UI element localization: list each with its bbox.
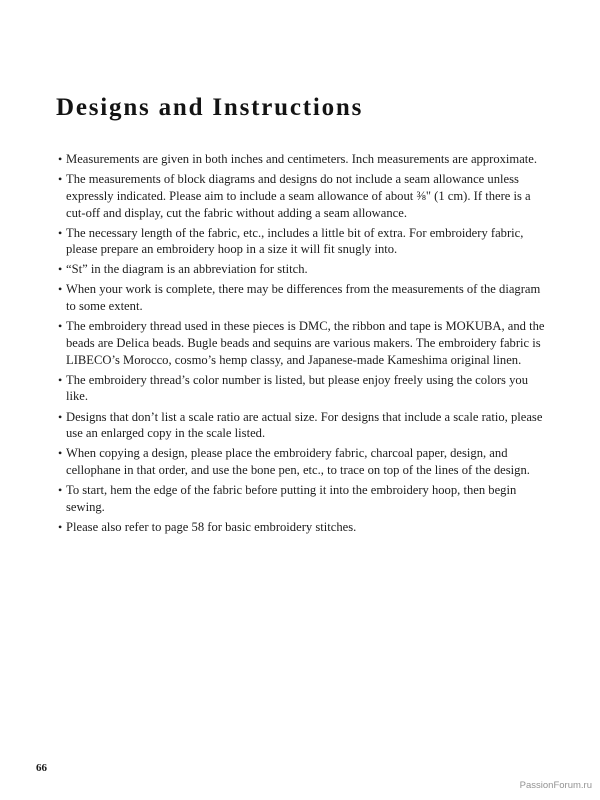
list-item xyxy=(58,519,546,536)
page-number: 66 xyxy=(36,762,47,774)
instruction-list xyxy=(58,151,546,539)
list-item-text: The embroidery thread used in these pieces is DMC, the ribbon and tape is MOKUBA, and the beads are Delica beads. Bugle beads and sequins are various makers. The embroidery fabric is LIBECO’s Morocco, cosmo’s hemp classy, and Japanese-made Kameshima original linen. xyxy=(66,319,545,367)
bullet-marker: • xyxy=(58,519,63,534)
watermark: PassionForum.ru xyxy=(519,780,592,791)
list-item-text: To start, hem the edge of the fabric before putting it into the embroidery hoop, then begin sewing. xyxy=(66,483,517,514)
list-item-text: The measurements of block diagrams and designs do not include a seam allowance unless expressly indicated. Please aim to include a seam allowance of about ⅜" (1 cm). If there is a cut-off and display, cut the fabric without adding a seam allowance. xyxy=(66,172,531,220)
list-item xyxy=(58,409,546,442)
bullet-marker: • xyxy=(58,483,63,498)
list-item xyxy=(58,482,546,515)
list-item-text: When copying a design, please place the embroidery fabric, charcoal paper, design, and cellophane in that order, and use the bone pen, etc., to trace on top of the lines of the design. xyxy=(66,446,530,478)
list-item-text: “St” in the diagram is an abbreviation for stitch. xyxy=(66,262,308,277)
list-item-text: When your work is complete, there may be differences from the measurements of the diagram to some extent. xyxy=(66,282,541,314)
bullet-marker: • xyxy=(58,409,63,424)
list-item-text: Measurements are given in both inches and centimeters. Inch measurements are approximate. xyxy=(66,152,538,166)
list-item-text: The necessary length of the fabric, etc., includes a little bit of extra. For embroidery fabric, please prepare an embroidery hoop in a size it will fit snugly into. xyxy=(66,225,524,257)
list-item xyxy=(58,171,546,221)
bullet-marker: • xyxy=(58,319,63,334)
list-item xyxy=(58,372,546,405)
bullet-marker: • xyxy=(58,262,63,277)
bullet-marker: • xyxy=(58,282,63,297)
list-item xyxy=(58,281,546,314)
bullet-marker: • xyxy=(58,225,63,240)
list-item xyxy=(58,225,546,258)
list-item xyxy=(58,151,546,168)
page-title: Designs and Instructions xyxy=(56,94,364,121)
bullet-marker: • xyxy=(58,152,63,166)
bullet-marker: • xyxy=(58,446,63,461)
list-item-text: Designs that don’t list a scale ratio are actual size. For designs that include a scale ratio, please use an enlarged copy in the scale listed. xyxy=(66,409,543,441)
list-item xyxy=(58,318,546,368)
list-item xyxy=(58,445,546,478)
bullet-marker: • xyxy=(58,372,63,387)
list-item-text: Please also refer to page 58 for basic embroidery stitches. xyxy=(66,519,357,534)
list-item-text: The embroidery thread’s color number is listed, but please enjoy freely using the colors you like. xyxy=(66,372,528,404)
bullet-marker: • xyxy=(58,172,63,187)
list-item xyxy=(58,261,546,278)
